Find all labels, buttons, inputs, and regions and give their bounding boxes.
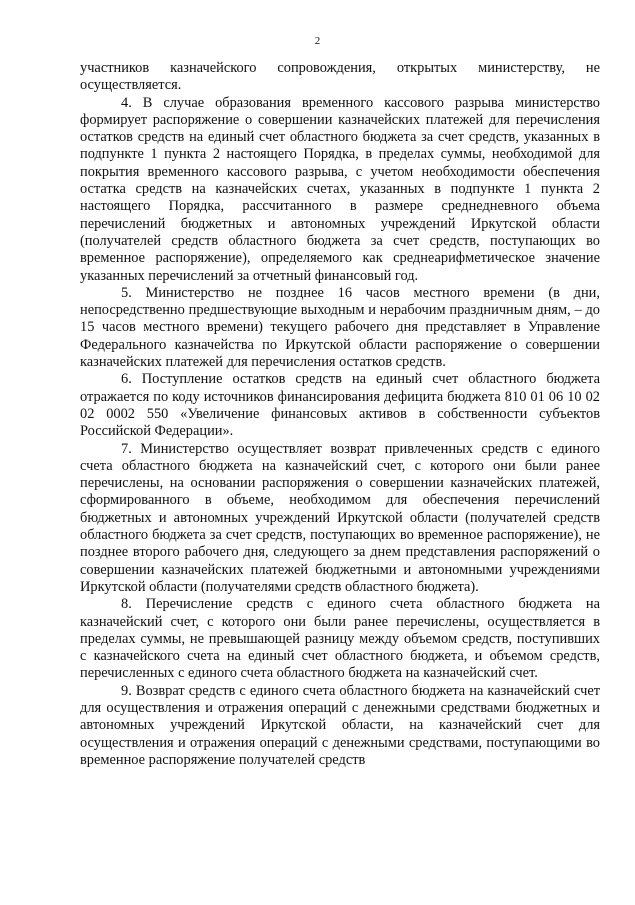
paragraph-7: 7. Министерство осуществляет возврат привлеченных средств с единого счета областного бюджета на казначейский счет, с которого они были ранее перечислены, на основании распоряжения о совершении казначейских платежей, сформированного в объеме, необходимом для обеспечения перечислений бюджетных и автономных учреждений Иркутской области (получателей средств областного бюджета за счет средств, поступающих во временное распоряжение), не позднее второго рабочего дня, следующего за днем представления распоряжений о совершении казначейских платежей бюджетными и автономными учреждениями Иркутской области (получателями средств областного бюджета).	[80, 440, 600, 595]
page-number: 2	[314, 35, 321, 47]
paragraph-6: 6. Поступление остатков средств на единый счет областного бюджета отражается по коду источников финансирования дефицита бюджета 810 01 06 10 02 02 0002 550 «Увеличение финансовых активов в собственности субъектов Российской Федерации».	[80, 371, 600, 440]
paragraph-8: 8. Перечисление средств с единого счета областного бюджета на казначейский счет, с которого они были ранее перечислены, осуществляется в пределах суммы, не превышающей разницу между объемом средств, поступивших с казначейского счета на единый счет областного бюджета, и объемом средств, перечисленных с единого счета областного бюджета на казначейский счет.	[80, 596, 600, 682]
paragraph-4: 4. В случае образования временного кассового разрыва министерство формирует распоряжение о совершении казначейских платежей для перечисления остатков средств на единый счет областного бюджета за счет средств, указанных в подпункте 1 пункта 2 настоящего Порядка, в пределах суммы, необходимой для покрытия временного кассового разрыва, с учетом необходимости обеспечения остатка средств на казначейских счетах, указанных в подпункте 1 пункта 2 настоящего Порядка, рассчитанного в размере среднедневного объема перечислений бюджетных и автономных учреждений Иркутской области (получателей средств областного бюджета за счет средств, поступающих во временное распоряжение), определяемого как среднеарифметическое значение указанных перечислений за отчетный финансовый год.	[80, 94, 600, 284]
paragraph-5: 5. Министерство не позднее 16 часов местного времени (в дни, непосредственно предшествующие выходным и нерабочим праздничным дням, – до 15 часов местного времени) текущего рабочего дня представляет в Управление Федерального казначейства по Иркутской области распоряжение о совершении казначейских платежей для перечисления остатков средств.	[80, 284, 600, 371]
document-body	[80, 60, 600, 769]
paragraph-9: 9. Возврат средств с единого счета областного бюджета на казначейский счет для осуществления и отражения операций с денежными средствами бюджетных и автономных учреждений Иркутской области, на казначейский счет для осуществления и отражения операций с денежными средствами, поступающими во временное распоряжение получателей средств	[80, 682, 600, 768]
paragraph-continuation: участников казначейского сопровождения, открытых министерству, не осуществляется.	[80, 60, 600, 94]
